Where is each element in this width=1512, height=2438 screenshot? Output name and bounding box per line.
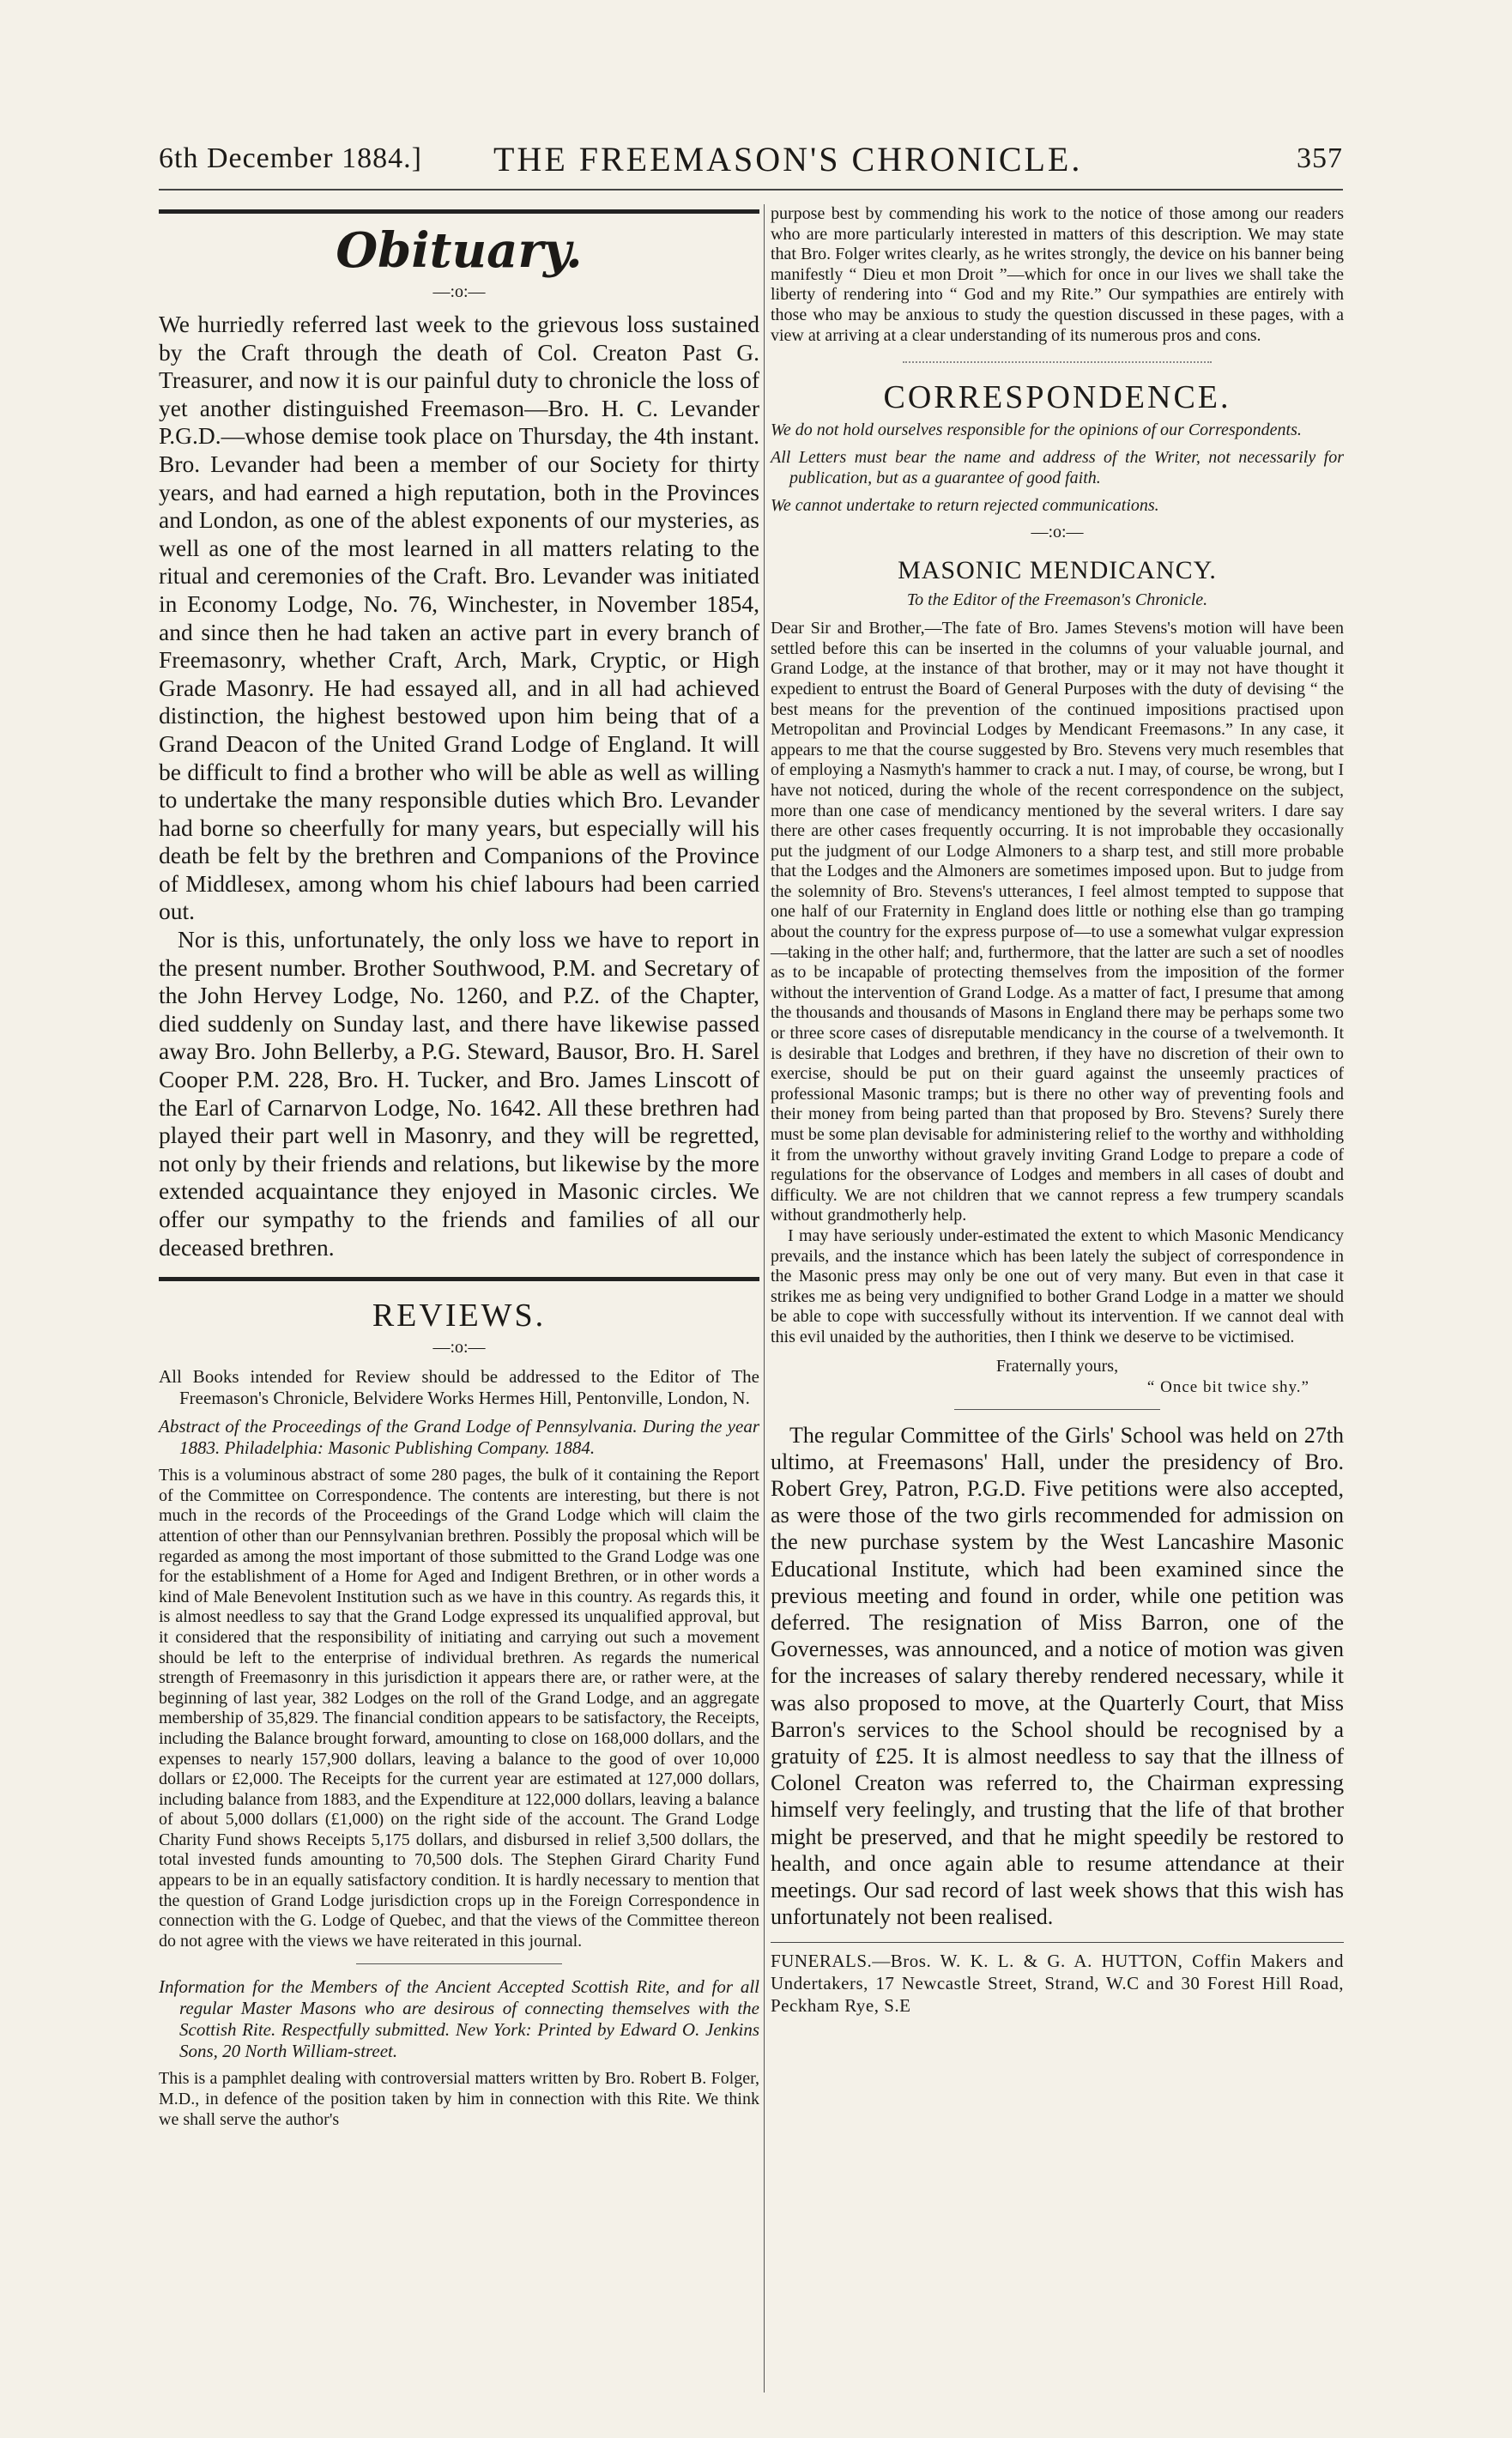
letter-sign-off: Fraternally yours, [995, 1356, 1119, 1376]
letter-title: MASONIC MENDICANCY. [898, 556, 1217, 585]
issue-date: 6th December 1884.] [159, 142, 422, 174]
letter-body [771, 619, 1344, 1347]
right-column [771, 204, 1344, 2017]
obituary-body [159, 311, 759, 1261]
ornament-separator: —:o:— [432, 282, 486, 301]
column-divider [764, 204, 765, 2393]
letter-addressee: To the Editor of the Freemason's Chronicle. [906, 590, 1208, 610]
review-body [159, 1466, 759, 1951]
review-item-title: Abstract of the Proceedings of the Grand Lodge of Pennsylvania. During the year 1883. Philadelphia: Masonic Publishing Company. 1884. [159, 1416, 759, 1459]
divider [771, 1942, 1344, 1943]
section-rule [159, 209, 759, 214]
obituary-title: Obituary. [336, 222, 583, 279]
girls-school-paragraph: The regular Committee of the Girls' School was held on 27th ultimo, at Freemasons' Hall, under the presidency of Bro. Robert Grey, Patron, P.G.D. Five petitions were also accepted, as were those of the two girls recommended for admission on the new purchase system by the West Lancashire Masonic Educational Institute, which had been examined since the previous meeting and found in order, while one petition was deferred. The resignation of Miss Barron, one of the Governesses, was announced, and a notice of motion was given for the increases of salary thereby rendered necessary, while it was also proposed to move, at the Quarterly Court, that Miss Barron's services to the School should be recognised by a gratuity of £25. It is almost needless to say that the illness of Colonel Creaton was referred to, the Chairman expressing himself very feelingly, and trusting that the life of that brother might be preserved, and that he might speedily be restored to health, and once again able to resume attendance at their meetings. Our sad record of last week shows that this wish has unfortunately not been realised. [771, 1422, 1344, 1930]
letter-paragraph: I may have seriously under-estimated the extent to which Masonic Mendicancy prevails, and the instance which has been lately the subject of correspondence in the Masonic press may only be one out of very many. But even in that case it strikes me as being very undignified to bother Grand Lodge in a matter we should be able to cope with successfully without its intervention. If we cannot deal with this evil unaided by the authorities, then I think we deserve to be victimised. [771, 1225, 1344, 1346]
review-paragraph: This is a pamphlet dealing with controversial matters written by Bro. Robert B. Folger, M.D., in defence of the position taken by him in connection with this Rite. We think we shall serve the author's [159, 2069, 759, 2129]
obituary-paragraph: Nor is this, unfortunately, the only loss we have to report in the present number. Brother Southwood, P.M. and Secretary of the John Hervey Lodge, No. 1260, and P.Z. of the Chapter, died suddenly on Sunday last, and there have likewise passed away Bro. John Bellerby, a P.G. Steward, Bausor, Bro. H. Sarel Cooper P.M. 228, Bro. H. Tucker, and Bro. James Linscott of the Earl of Carnarvon Lodge, No. 1642. All these brethren had played their part well in Masonry, and they will be regretted, not only by their friends and relations, but likewise by the more extended acquaintance they enjoyed in Masonic circles. We offer our sympathy to the friends and families of all our deceased brethren. [159, 926, 759, 1261]
correspondence-note: We do not hold ourselves responsible for the opinions of our Correspondents. [771, 420, 1302, 440]
correspondence-note: All Letters must bear the name and address of the Writer, not necessarily for publication, but as a guarantee of good faith. [771, 448, 1344, 488]
ornament-separator: —:o:— [432, 1338, 486, 1358]
funerals-advertisement: FUNERALS.—Bros. W. K. L. & G. A. HUTTON, Coffin Makers and Undertakers, 17 Newcastle Street, Strand, W.C and 30 Forest Hill Road, Peckham Rye, S.E [771, 1951, 1344, 2017]
review-body [159, 2069, 759, 2130]
divider [356, 1963, 562, 1964]
girls-school-report [771, 1422, 1344, 1931]
letter-paragraph: Dear Sir and Brother,—The fate of Bro. James Stevens's motion will have been settled before this can be inserted in the columns of your valuable journal, and Grand Lodge, at the instance of that brother, may or it may not have thought it expedient to entrust the Board of General Purposes with the duty of devising “ the best means for the prevention of the continued impositions practised upon Metropolitan and Provincial Lodges by Mendicant Freemasons.” In any case, it appears to me that the course suggested by Bro. Stevens very much resembles that of employing a Nasmyth's hammer to crack a nut. I may, of course, be wrong, but I have not noticed, during the whole of the recent correspondence on the subject, more than one case of mendicancy mentioned by the several writers. I dare say there are other cases frequently occurring. It is not improbable they occasionally put the judgment of our Lodge Almoners to a sharp test, and still more probable that the Lodges and the Almoners are sometimes imposed upon. But to judge from the solemnity of Bro. Stevens's utterances, I feel almost tempted to suppose that one half of our Fraternity in England does little or nothing else than go tramping about the country for the express purpose of—to use a somewhat vulgar expression—taking in the other half; and, furthermore, that the latter are such a set of noodles as to be incapable of protecting themselves from the imposition of the former without the intervention of Grand Lodge. As a matter of fact, I presume that among the thousands and thousands of Masons in England there may be perhaps some two or three score cases of disreputable mendicancy in the course of a twelvemonth. It is desirable that Lodges and brethren, if they have no discretion of their own to exercise, should be put on their guard against the unseemly practices of professional Masonic tramps; but is there no other way of preventing fools and their money from being parted than that proposed by Bro. Stevens? Surely there must be some plan devisable for administering relief to the worthy and withholding it from the unworthy without gravely inviting Grand Lodge to prepare a code of regulations for the observance of Lodges and members in all cases of doubt and difficulty. We are not children that we cannot repress a few trumpery scandals without grandmotherly help. [771, 619, 1344, 1225]
divider [903, 361, 1212, 363]
correspondence-note: We cannot undertake to return rejected communications. [771, 496, 1159, 516]
review-paragraph: purpose best by commending his work to the notice of those among our readers who are more particularly interested in matters of this description. We may state that Bro. Folger writes clearly, as he writes strongly, the device on his banner being manifestly “ Dieu et mon Droit ”—which for once in our lives we shall take the liberty of rendering into “ God and my Rite.” Our sympathies are entirely with those who may be anxious to study the question discussed in these pages, with a view at arriving at a clear understanding of its numerous pros and cons. [771, 204, 1344, 345]
reviews-title: REVIEWS. [372, 1298, 547, 1334]
page-header [159, 136, 1343, 187]
letter-signature: “ Once bit twice shy.” [1146, 1377, 1309, 1396]
header-rule [159, 189, 1343, 191]
publication-title: THE FREEMASON'S CHRONICLE. [493, 140, 1083, 178]
review-paragraph: This is a voluminous abstract of some 280 pages, the bulk of it containing the Report of the Committee on Correspondence. The contents are interesting, but there is not much in the records of the Proceedings of the Grand Lodge which will claim the attention of other than our Pennsylvanian brethren. Possibly the proposal which will be regarded as among the most important of those submitted to the Grand Lodge was one for the establishment of a Home for Aged and Indigent Brethren, or in other words a kind of Male Benevolent Institution such as we have in this country. As regards this, it is almost needless to say that the Grand Lodge expressed its unqualified approval, but it considered that the responsibility of initiating and carrying out such a movement should be left to the enterprise of individual brethren. As regards the numerical strength of Freemasonry in this jurisdiction it appears there are, or rather were, at the beginning of last year, 382 Lodges on the roll of the Grand Lodge, and an aggregate membership of 35,829. The financial condition appears to be satisfactory, the Receipts, including the Balance brought forward, amounting to close on 168,000 dollars, and the expenses to nearly 157,900 dollars, leaving a balance to the good of over 10,000 dollars or £2,000. The Receipts for the current year are estimated at 127,000 dollars, including balance from 1883, and the Expenditure at 122,000 dollars, leaving a balance of about 5,000 dollars (£1,000) on the right side of the account. The Grand Lodge Charity Fund shows Receipts 5,175 dollars, and disbursed in relief 3,500 dollars, the total invested funds amounting to 70,500 dols. The Stephen Girard Charity Fund appears to be in an equally satisfactory condition. It is hardly necessary to mention that the question of Grand Lodge jurisdiction crops up in the Foreign Correspondence in connection with the G. Lodge of Quebec, and that the views of the Committee thereon do not agree with the views we have reiterated in this journal. [159, 1466, 759, 1951]
page-number: 357 [1297, 142, 1343, 174]
review-continuation [771, 204, 1344, 346]
reviews-notice: All Books intended for Review should be addressed to the Editor of The Freemason's Chronicle, Belvidere Works Hermes Hill, Pentonville, London, N. [159, 1366, 759, 1409]
obituary-paragraph: We hurriedly referred last week to the grievous loss sustained by the Craft through the death of Col. Creaton Past G. Treasurer, and now it is our painful duty to chronicle the loss of yet another distinguished Freemason—Bro. H. C. Levander P.G.D.—whose demise took place on Thursday, the 4th instant. Bro. Levander had been a member of our Society for thirty years, and had earned a high reputation, both in the Provinces and London, as one of the ablest exponents of our mysteries, as well as one of the most learned in all matters relating to the ritual and ceremonies of the Craft. Bro. Levander was initiated in Economy Lodge, No. 76, Winchester, in November 1854, and since then he had taken an active part in every branch of Freemasonry, whether Craft, Arch, Mark, Cryptic, or High Grade Masonry. He had essayed all, and in all had achieved distinction, the highest bestowed upon him being that of a Grand Deacon of the United Grand Lodge of England. It will be difficult to find a brother who will be able as well as willing to undertake the many responsible duties which Bro. Levander had borne so cheerfully for many years, but especially will his death be felt by the brethren and Companions of the Province of Middlesex, among whom his chief labours had been carried out. [159, 311, 759, 925]
divider [954, 1409, 1160, 1410]
review-item-title: Information for the Members of the Ancient Accepted Scottish Rite, and for all regular Master Masons who are desirous of connecting themselves with the Scottish Rite. Respectfully submitted. New York: Printed by Edward O. Jenkins Sons, 20 North William-street. [159, 1976, 759, 2062]
correspondence-title: CORRESPONDENCE. [883, 379, 1231, 416]
left-column [159, 204, 759, 2130]
ornament-separator: —:o:— [1031, 523, 1084, 542]
section-rule [159, 1277, 759, 1281]
